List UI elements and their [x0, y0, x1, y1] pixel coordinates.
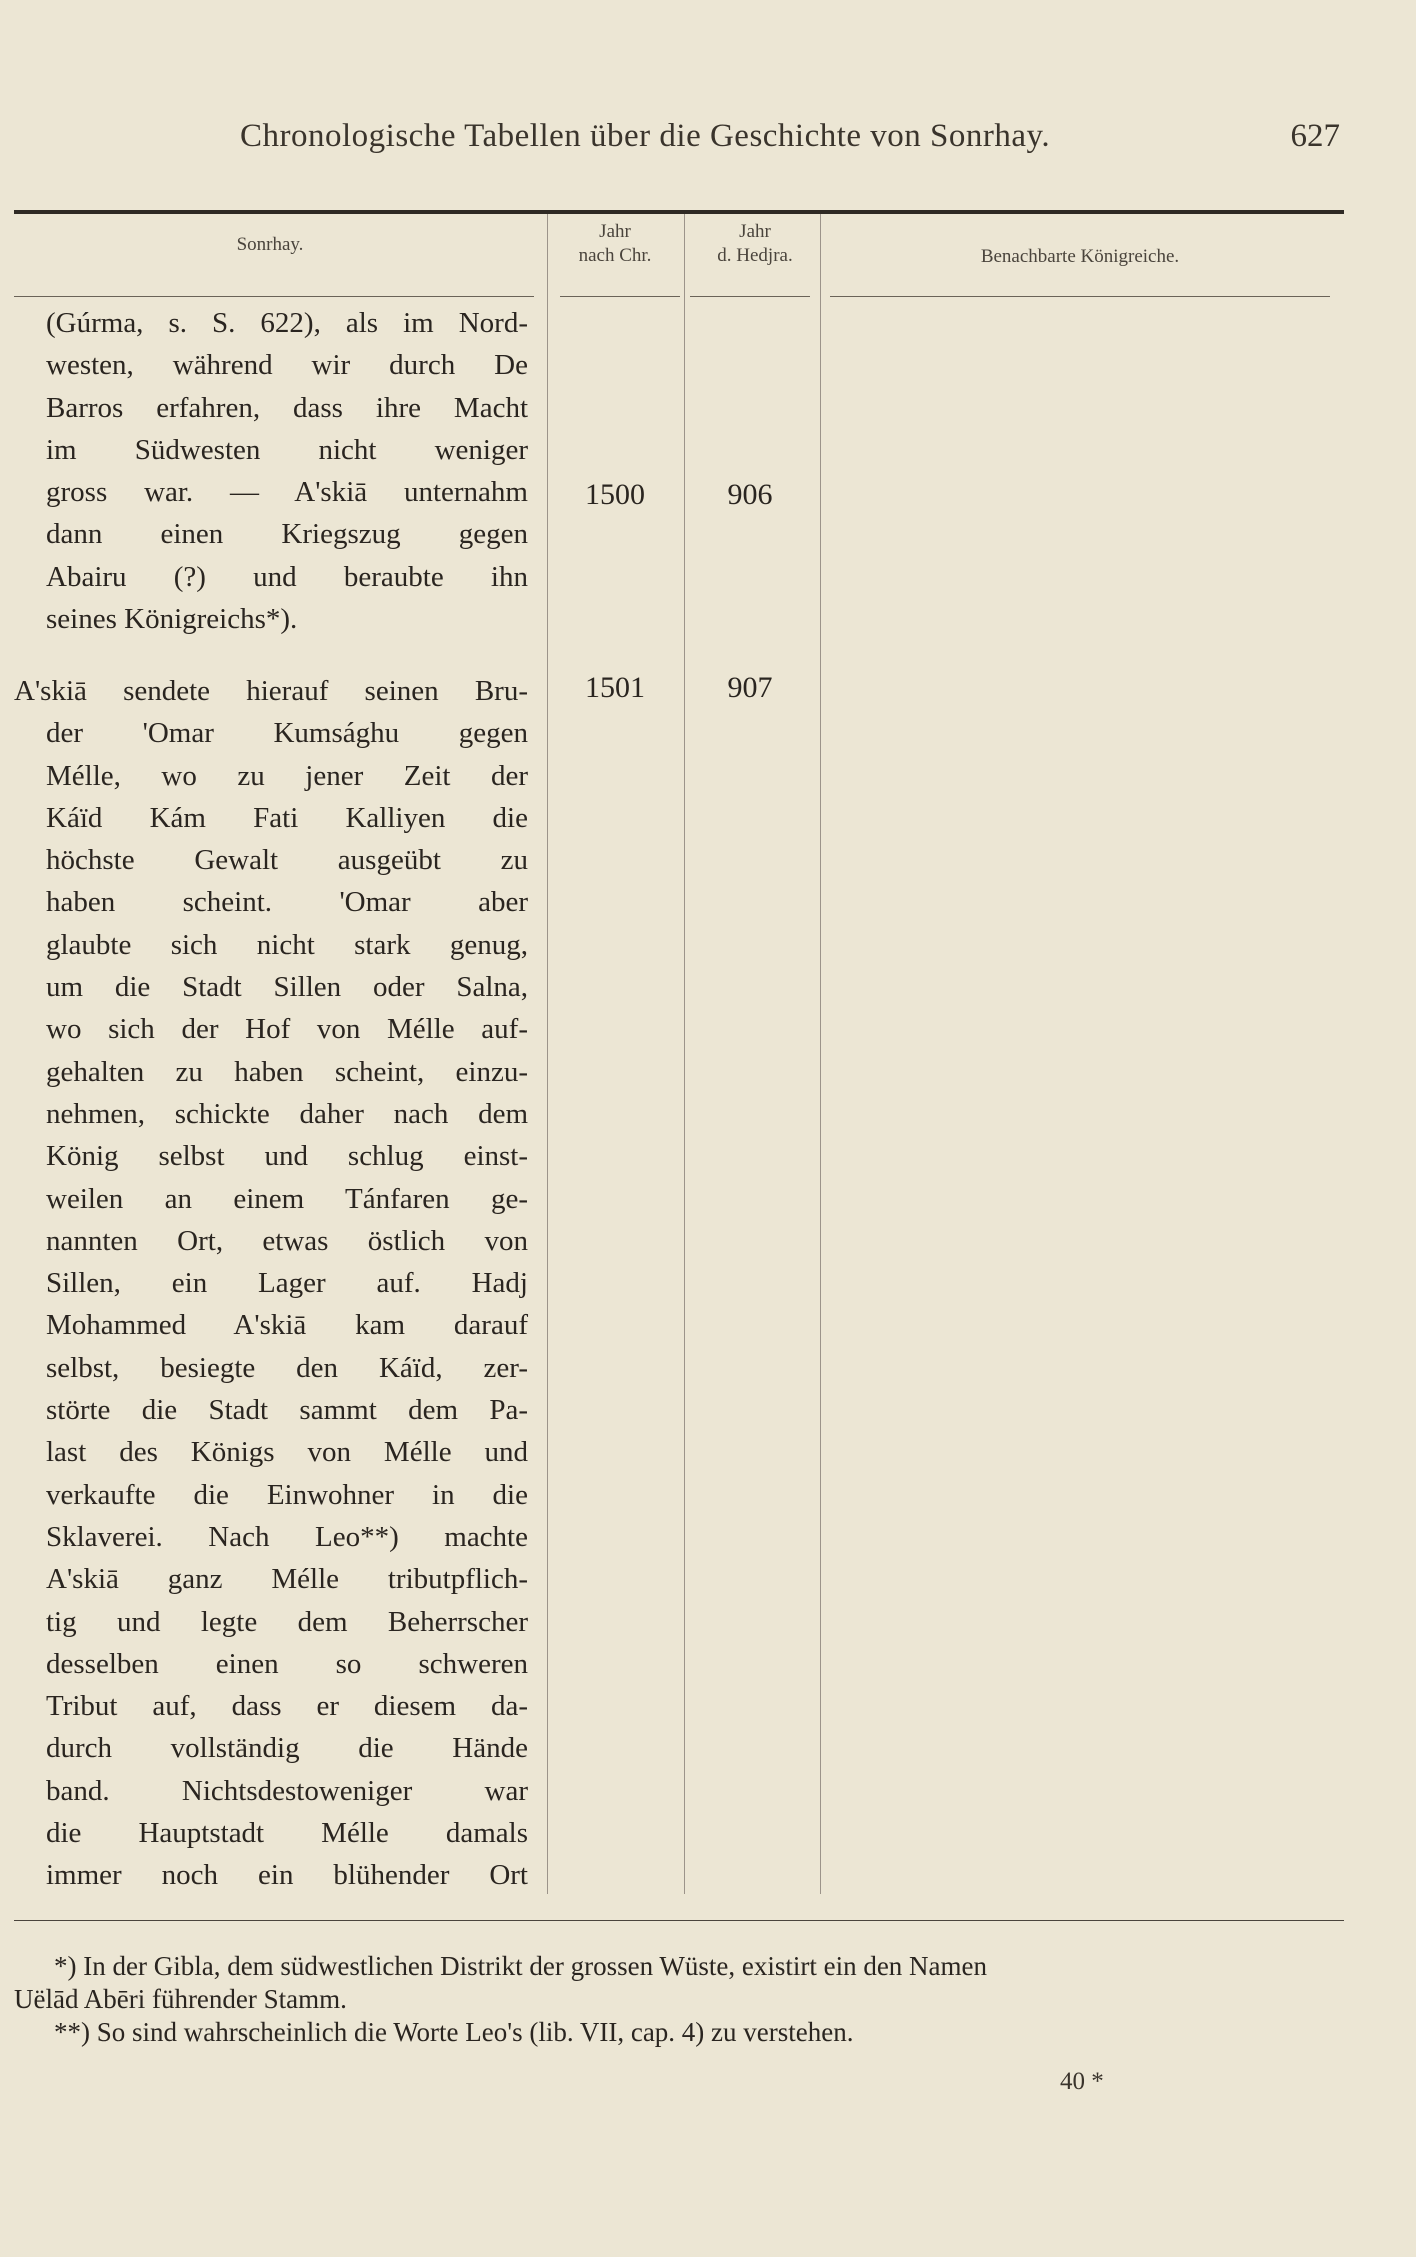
footnote-1-continued: Uëlād Abēri führender Stamm.	[14, 1984, 347, 2014]
entry-line: westen, während wir durch De	[46, 349, 528, 382]
entry-line: Mohammed A'skiā kam darauf	[46, 1309, 528, 1342]
entry-line: (Gúrma, s. S. 622), als im Nord-	[46, 307, 528, 339]
entry-line: Mélle, wo zu jener Zeit der	[46, 759, 528, 792]
entry-line: verkaufte die Einwohner in die	[46, 1478, 528, 1511]
header-rule-jahr-hedjra	[690, 296, 810, 297]
entry-line: störte die Stadt sammt dem Pa-	[46, 1394, 528, 1427]
entry-line: im Südwesten nicht weniger	[46, 433, 528, 466]
column-divider-2	[684, 214, 685, 1894]
running-title: Chronologische Tabellen über die Geschichte von Sonrhay.	[240, 118, 1051, 154]
entry-line: König selbst und schlug einst-	[46, 1140, 528, 1173]
entry-line: nannten Ort, etwas östlich von	[46, 1224, 528, 1257]
column-header-jahr-hedjra	[690, 220, 820, 268]
column-header-jahr-chr	[555, 220, 675, 268]
entry-line: nehmen, schickte daher nach dem	[46, 1097, 528, 1130]
entry-1-year-hedjra: 906	[727, 478, 773, 511]
top-rule	[14, 210, 1344, 214]
entry-2-text	[14, 670, 528, 1897]
column-header-nachbar: Benachbarte Königreiche.	[980, 246, 1180, 267]
entry-line: Sklaverei. Nach Leo**) machte	[46, 1520, 528, 1553]
entry-line: wo sich der Hof von Mélle auf-	[46, 1013, 528, 1046]
entry-line: Sillen, ein Lager auf. Hadj	[46, 1267, 528, 1300]
entry-line: tig und legte dem Beherrscher	[46, 1605, 528, 1638]
footnote-rule	[14, 1920, 1344, 1921]
entry-line: der 'Omar Kumsághu gegen	[46, 717, 528, 750]
entry-line: A'skiā sendete hierauf seinen Bru-	[14, 675, 528, 707]
entry-line: haben scheint. 'Omar aber	[46, 886, 528, 919]
entry-line: seines Königreichs*).	[46, 603, 298, 636]
footnotes	[14, 1950, 1344, 2049]
entry-line: last des Königs von Mélle und	[46, 1436, 528, 1469]
sheet-signature: 40 *	[1060, 2068, 1104, 2095]
entry-line: höchste Gewalt ausgeübt zu	[46, 844, 528, 877]
entry-line: durch vollständig die Hände	[46, 1732, 528, 1765]
entry-line: Barros erfahren, dass ihre Macht	[46, 391, 528, 424]
column-header-jahr-chr-line2: nach Chr.	[578, 245, 652, 266]
entry-line: gehalten zu haben scheint, einzu-	[46, 1055, 528, 1088]
footnote-2: **) So sind wahrscheinlich die Worte Leo's (lib. VII, cap. 4) zu verstehen.	[54, 2017, 854, 2047]
column-header-jahr-hedjra-line2: d. Hedjra.	[717, 245, 793, 266]
column-divider-1	[547, 214, 548, 1894]
entry-1-text	[46, 302, 528, 640]
entry-line: um die Stadt Sillen oder Salna,	[46, 971, 528, 1004]
entry-line: desselben einen so schweren	[46, 1647, 528, 1680]
entry-line: A'skiā ganz Mélle tributpflich-	[46, 1563, 528, 1596]
entry-line: band. Nichtsdestoweniger war	[46, 1774, 528, 1807]
footnote-1: *) In der Gibla, dem südwestlichen Distrikt der grossen Wüste, existirt ein den Namen	[54, 1951, 988, 1981]
page-number: 627	[1290, 118, 1340, 154]
column-header-sonrhay: Sonrhay.	[236, 234, 304, 255]
entry-2-year-hedjra: 907	[727, 671, 773, 704]
column-divider-3	[820, 214, 821, 1894]
header-rule-jahr-chr	[560, 296, 680, 297]
entry-line: dann einen Kriegszug gegen	[46, 518, 528, 551]
entry-line: selbst, besiegte den Káïd, zer-	[46, 1351, 528, 1384]
entry-line: Káïd Kám Fati Kalliyen die	[46, 801, 528, 834]
header-rule-sonrhay	[14, 296, 534, 297]
entry-line: die Hauptstadt Mélle damals	[46, 1817, 528, 1850]
page-header	[240, 118, 1340, 178]
column-header-jahr-chr-line1: Jahr	[599, 221, 631, 242]
entry-line: Tribut auf, dass er diesem da-	[46, 1690, 528, 1723]
entry-line: immer noch ein blühender Ort	[46, 1859, 528, 1892]
entry-line: gross war. — A'skiā unternahm	[46, 476, 528, 509]
entry-line: weilen an einem Tánfaren ge-	[46, 1182, 528, 1215]
entry-line: Abairu (?) und beraubte ihn	[46, 560, 528, 593]
column-header-jahr-hedjra-line1: Jahr	[739, 221, 771, 242]
entry-2-year-chr: 1501	[585, 671, 645, 704]
header-rule-nachbar	[830, 296, 1330, 297]
entry-1-year-chr: 1500	[585, 478, 645, 511]
entry-line: glaubte sich nicht stark genug,	[46, 928, 528, 961]
